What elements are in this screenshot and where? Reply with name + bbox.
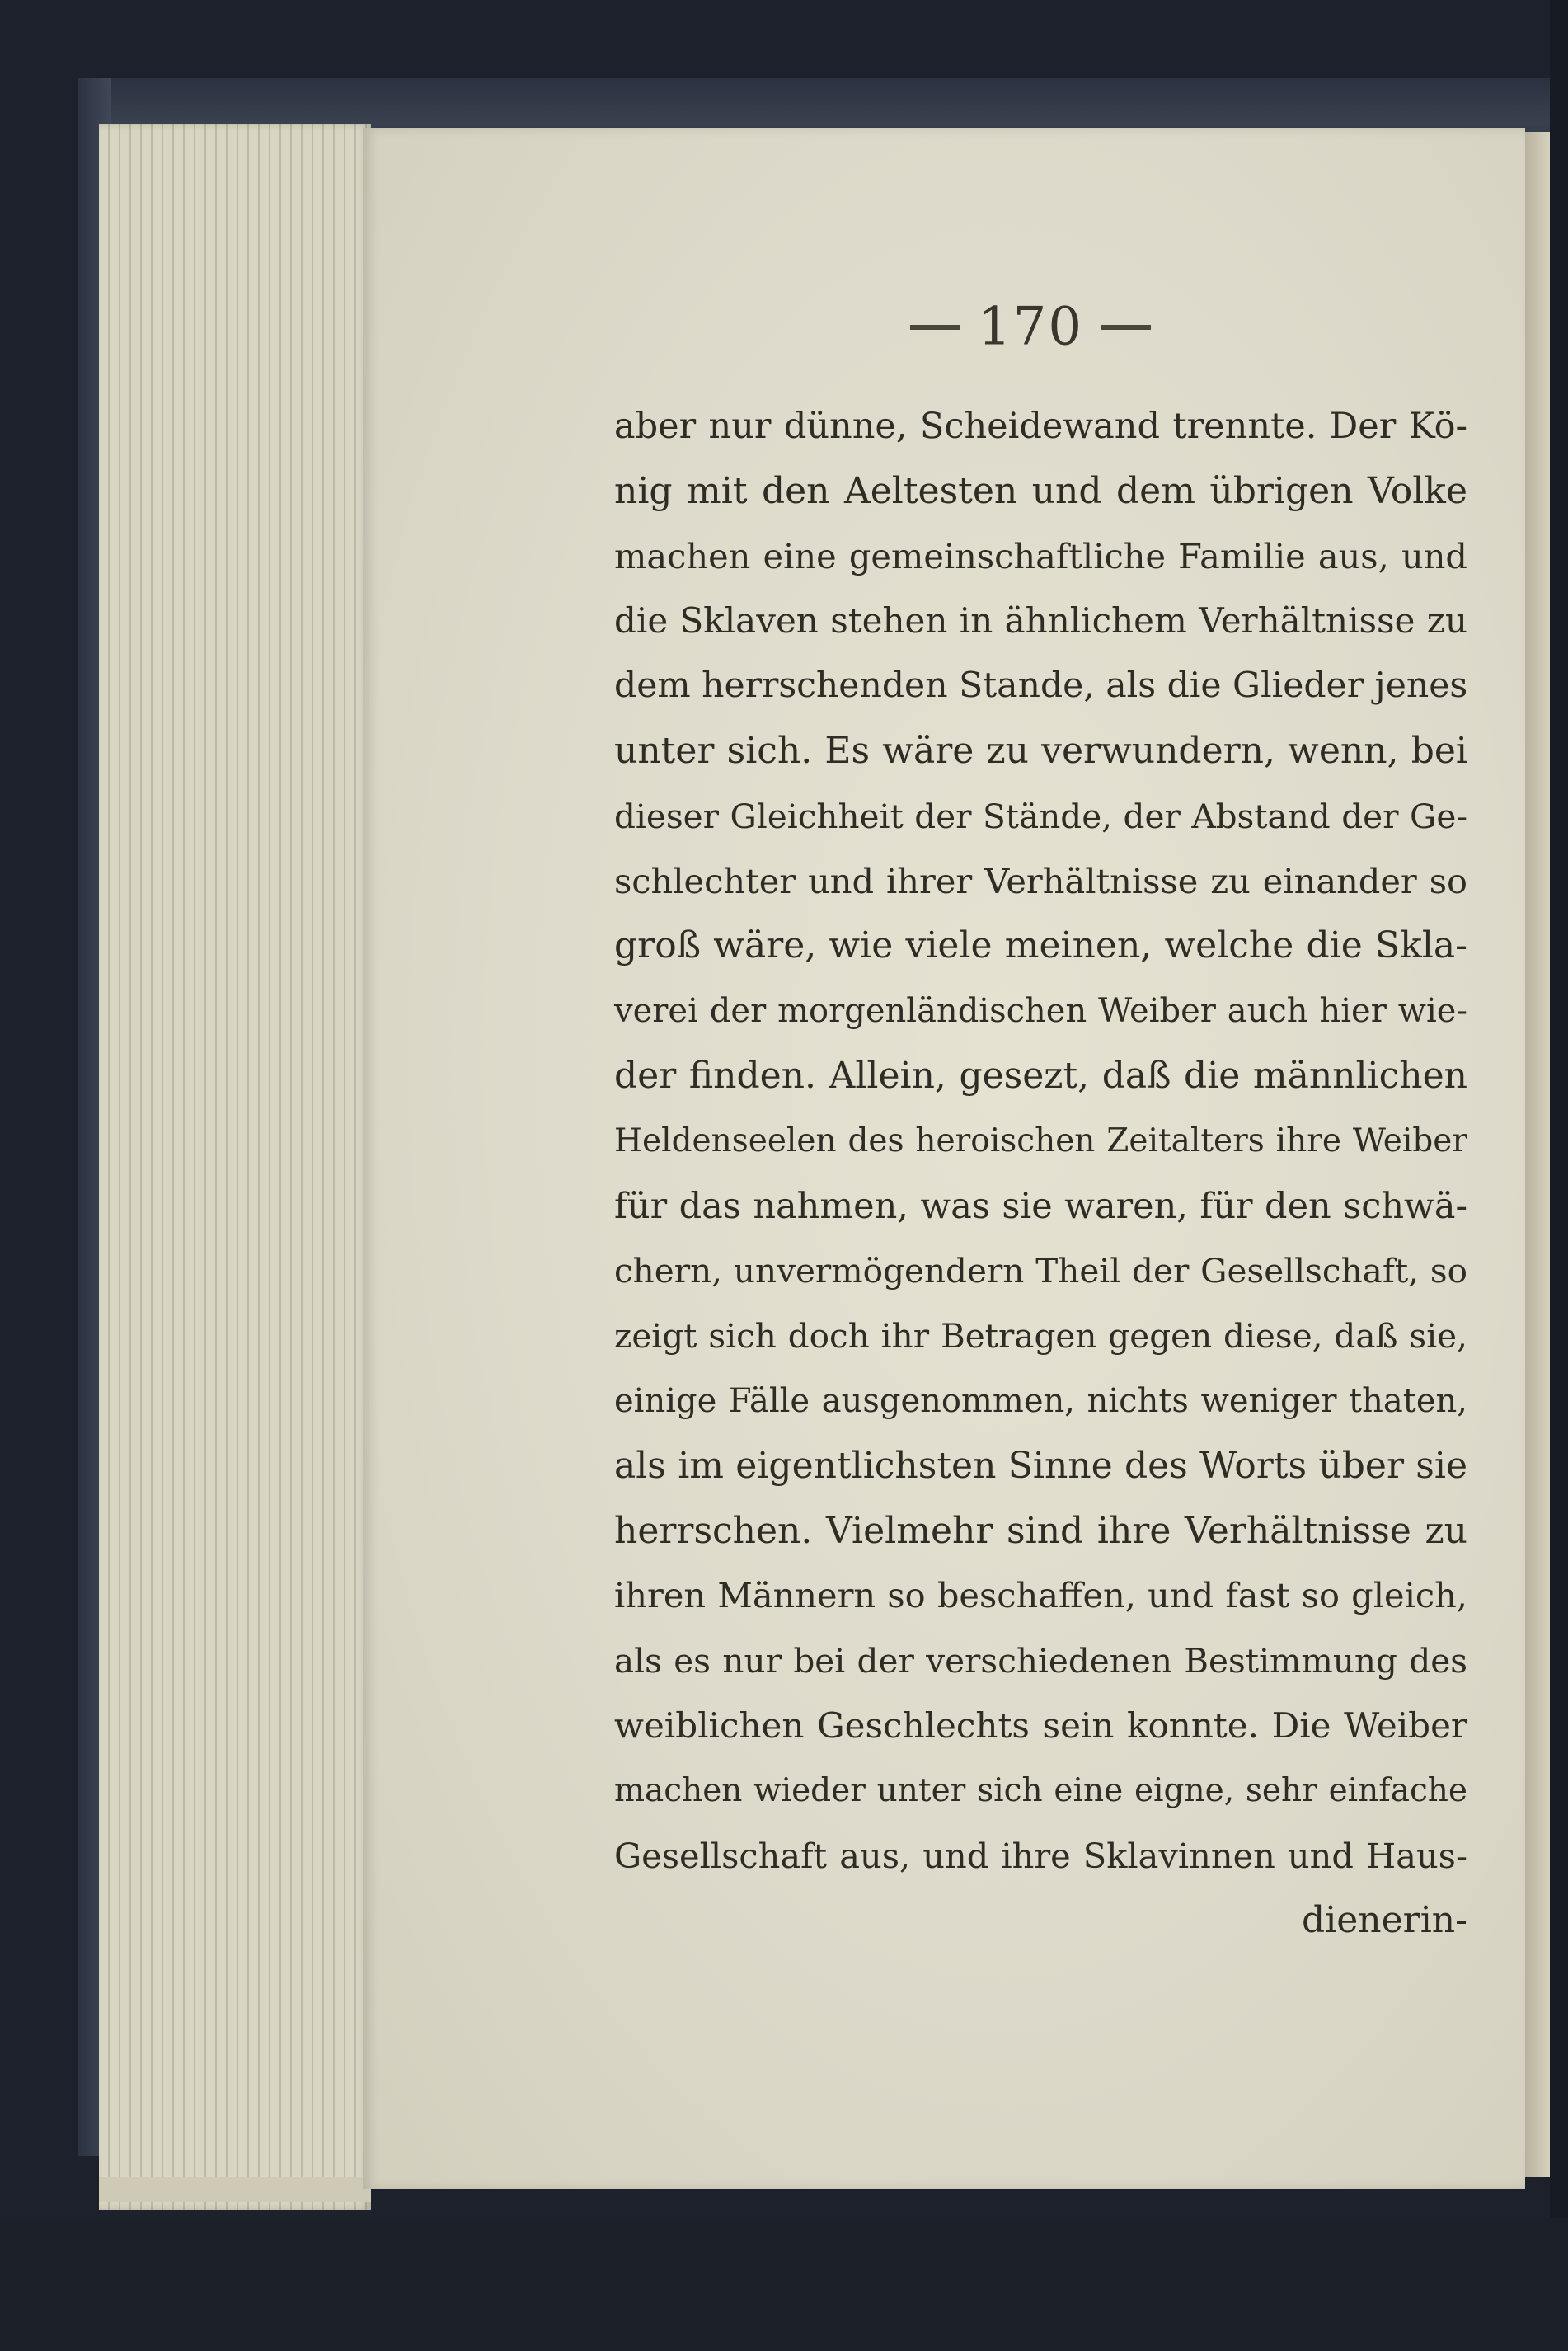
page-header	[874, 293, 1187, 358]
text-line: weiblichen Geschlechts sein konnte. Die Weiber	[614, 1704, 1467, 1746]
text-line: chern, unvermögendern Theil der Gesellschaft, so	[614, 1251, 1467, 1291]
text-line: die Sklaven stehen in ähnlichem Verhältnisse zu	[614, 600, 1467, 642]
text-line: verei der morgenländischen Weiber auch hier wie-	[614, 992, 1467, 1031]
text-line: machen wieder unter sich eine eigne, sehr einfache	[614, 1771, 1467, 1809]
text-line: unter sich. Es wäre zu verwundern, wenn, bei	[614, 729, 1467, 772]
text-line: herrschen. Vielmehr sind ihre Verhältnisse zu	[614, 1509, 1467, 1552]
background-right	[1550, 0, 1568, 2351]
text-line: groß wäre, wie viele meinen, welche die Skla-	[614, 924, 1467, 967]
header-dash-right	[1101, 325, 1151, 330]
text-line: nig mit den Aeltesten und dem übrigen Volke	[614, 469, 1467, 512]
text-line: zeigt sich doch ihr Betragen gegen diese, daß sie,	[614, 1316, 1467, 1357]
text-line: als im eigentlichsten Sinne des Worts über sie	[614, 1444, 1467, 1487]
text-line: schlechter und ihrer Verhältnisse zu einander so	[614, 860, 1467, 901]
text-line: aber nur dünne, Scheidewand trennte. Der Kö-	[614, 406, 1467, 447]
text-line: Gesellschaft aus, und ihre Sklavinnen und Haus-	[614, 1835, 1467, 1876]
page-number: 170	[977, 296, 1084, 358]
background-bottom	[0, 2218, 1568, 2351]
text-line: ihren Männern so beschaffen, und fast so gleich,	[614, 1575, 1467, 1616]
text-line: der finden. Allein, gesezt, daß die männlichen	[614, 1054, 1467, 1097]
text-line: Heldenseelen des heroischen Zeitalters ihre Weiber	[614, 1121, 1467, 1159]
text-line: dieser Gleichheit der Stände, der Abstand der Ge-	[614, 796, 1467, 836]
header-dash-left	[910, 325, 960, 330]
page-body-text	[614, 394, 1467, 1954]
text-line: einige Fälle ausgenommen, nichts weniger thaten,	[614, 1381, 1467, 1420]
text-line: dem herrschenden Stande, als die Glieder jenes	[614, 665, 1468, 707]
page-edges	[99, 124, 371, 2210]
text-line: als es nur bei der verschiedenen Bestimmung des	[614, 1641, 1467, 1681]
catchword: dienerin-	[1302, 1899, 1467, 1942]
text-line: für das nahmen, was sie waren, für den schwä-	[614, 1185, 1467, 1227]
next-page-edge	[1525, 132, 1550, 2177]
page-edges-bottom	[99, 2177, 371, 2202]
text-line: machen eine gemeinschaftliche Familie aus, und	[614, 535, 1467, 576]
